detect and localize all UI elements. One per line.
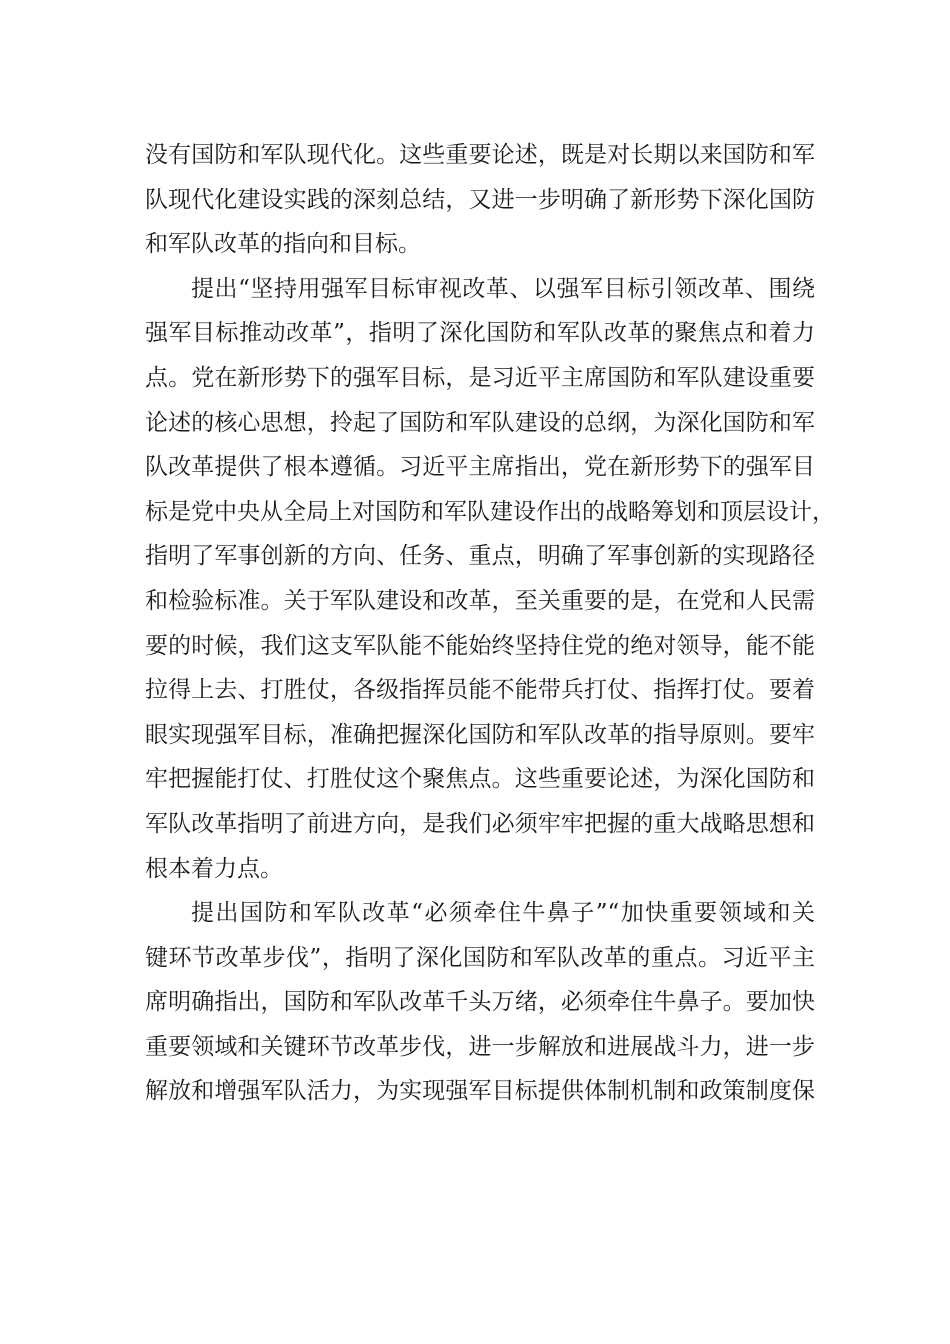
- paragraph-3-line-3: 席明确指出，国防和军队改革千头万绪，必须牵住牛鼻子。要加快: [145, 989, 815, 1016]
- paragraph-2-line-11: 眼实现强军目标，准确把握深化国防和军队改革的指导原则。要牢: [145, 721, 815, 748]
- document-body: [145, 133, 835, 1114]
- paragraph-2-line-12: 牢把握能打仗、打胜仗这个聚焦点。这些重要论述，为深化国防和: [145, 766, 815, 793]
- paragraph-2-line-4: 论述的核心思想，拎起了国防和军队建设的总纲，为深化国防和军: [145, 409, 815, 436]
- paragraph-2-line-1: 提出“坚持用强军目标审视改革、以强军目标引领改革、围绕: [191, 275, 815, 302]
- paragraph-2-line-3: 点。党在新形势下的强军目标，是习近平主席国防和军队建设重要: [145, 364, 815, 391]
- paragraph-2-line-10: 拉得上去、打胜仗，各级指挥员能不能带兵打仗、指挥打仗。要着: [145, 677, 815, 704]
- paragraph-1-line-3: 和军队改革的指向和目标。: [145, 231, 421, 258]
- paragraph-2-line-13: 军队改革指明了前进方向，是我们必须牢牢把握的重大战略思想和: [145, 810, 815, 837]
- paragraph-1-line-1: 没有国防和军队现代化。这些重要论述，既是对长期以来国防和军: [145, 142, 815, 168]
- paragraph-2-line-14: 根本着力点。: [145, 855, 283, 882]
- paragraph-2-line-6: 标是党中央从全局上对国防和军队建设作出的战略筹划和顶层设计，: [145, 498, 835, 525]
- paragraph-2-line-5: 队改革提供了根本遵循。习近平主席指出，党在新形势下的强军目: [145, 454, 815, 481]
- paragraph-3-line-2: 键环节改革步伐”，指明了深化国防和军队改革的重点。习近平主: [145, 944, 815, 971]
- paragraph-3-line-1: 提出国防和军队改革“必须牵住牛鼻子”“加快重要领域和关: [191, 900, 815, 927]
- paragraph-1-line-2: 队现代化建设实践的深刻总结，又进一步明确了新形势下深化国防: [145, 186, 815, 213]
- paragraph-2-line-9: 要的时候，我们这支军队能不能始终坚持住党的绝对领导，能不能: [145, 632, 815, 659]
- paragraph-3-line-5: 解放和增强军队活力，为实现强军目标提供体制机制和政策制度保: [145, 1078, 815, 1105]
- paragraph-2-line-2: 强军目标推动改革”，指明了深化国防和军队改革的聚焦点和着力: [145, 320, 815, 347]
- paragraph-3-line-4: 重要领域和关键环节改革步伐，进一步解放和进展战斗力，进一步: [145, 1033, 815, 1060]
- paragraph-2-line-8: 和检验标准。关于军队建设和改革，至关重要的是，在党和人民需: [145, 587, 815, 614]
- paragraph-2-line-7: 指明了军事创新的方向、任务、重点，明确了军事创新的实现路径: [145, 543, 815, 570]
